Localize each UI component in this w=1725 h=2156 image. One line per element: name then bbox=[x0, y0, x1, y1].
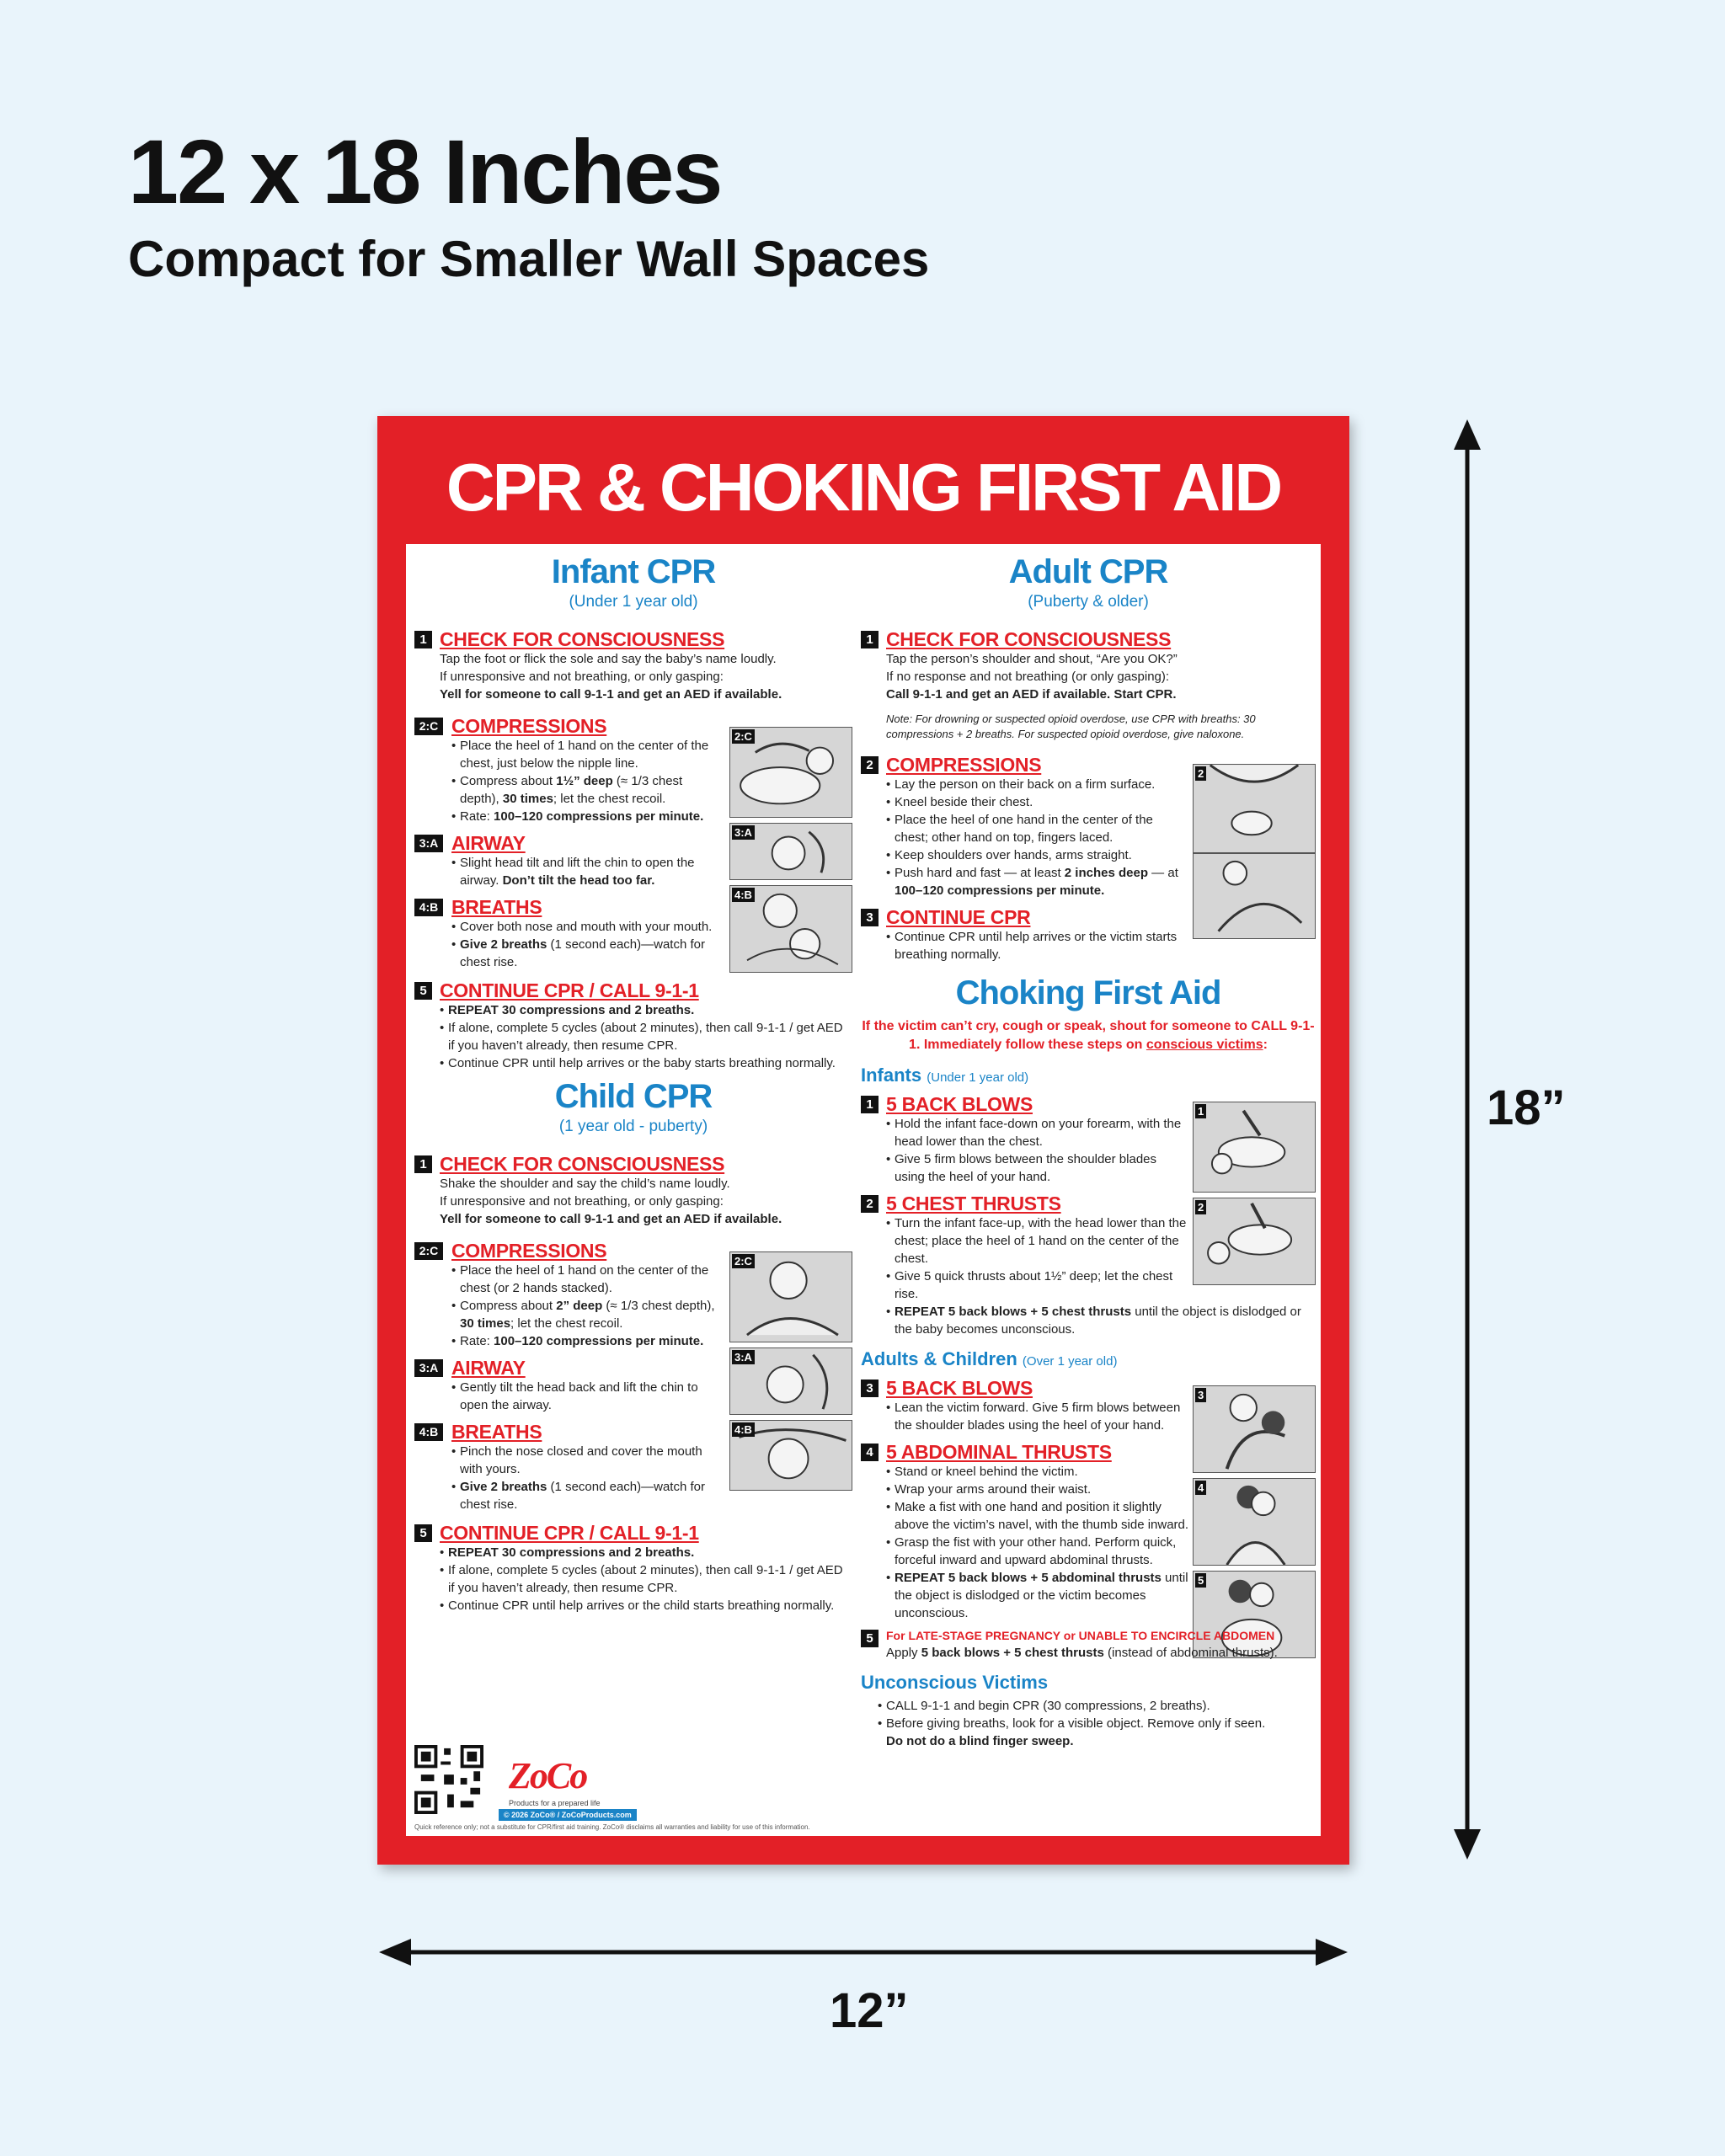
step-text-bold: Call 9-1-1 and get an AED if available. Start CPR. bbox=[886, 687, 1177, 702]
step-heading: 5 ABDOMINAL THRUSTS bbox=[886, 1441, 1112, 1463]
page-title: 12 x 18 Inches bbox=[128, 120, 722, 222]
choking-intro: If the victim can’t cry, cough or speak, shout for someone to CALL 9-1-1. Immediately follow these steps on conscious victims: bbox=[862, 1019, 1315, 1052]
step-number: 5 bbox=[861, 1630, 879, 1647]
illustration-tag: 3 bbox=[1195, 1388, 1206, 1402]
choking-infant-step-1 bbox=[861, 1093, 1316, 1186]
bullet: • Rate: 100–120 compressions per minute. bbox=[451, 808, 718, 825]
bullet: • Lay the person on their back on a firm surface. bbox=[886, 776, 1189, 793]
step-number: 2 bbox=[861, 756, 879, 774]
step-number: 4:B bbox=[414, 1423, 443, 1441]
bullet: • REPEAT 5 back blows + 5 abdominal thrusts until the object is dislodged or the victim becomes unconscious. bbox=[886, 1569, 1189, 1622]
child-step-1 bbox=[414, 1153, 852, 1228]
illustration-tag: 3:A bbox=[732, 825, 755, 840]
infant-step-3 bbox=[414, 832, 852, 889]
adult-steps-illustrated bbox=[861, 754, 1316, 963]
step-number: 2:C bbox=[414, 718, 443, 735]
height-arrow bbox=[1450, 419, 1484, 1860]
bullet: • Turn the infant face-up, with the head lower than the chest; place the heel of 1 hand on the center of the chest. bbox=[886, 1214, 1189, 1267]
disclaimer: Quick reference only; not a substitute for CPR/first aid training. ZoCo® disclaims all warranties and liability for use of this information. bbox=[414, 1823, 810, 1831]
illustration-tag: 4:B bbox=[732, 888, 755, 902]
adult-step-1 bbox=[861, 628, 1316, 742]
choking-title: Choking First Aid bbox=[955, 974, 1221, 1011]
illustration-tag: 1 bbox=[1195, 1104, 1206, 1118]
step-text: Tap the foot or flick the sole and say the baby’s name loudly. bbox=[440, 652, 777, 666]
page-subtitle: Compact for Smaller Wall Spaces bbox=[128, 231, 930, 287]
step-number: 3:A bbox=[414, 1359, 443, 1377]
step-heading: 5 CHEST THRUSTS bbox=[886, 1193, 1061, 1214]
illustration-tag: 2 bbox=[1195, 766, 1206, 781]
step-number: 2 bbox=[861, 1195, 879, 1213]
left-column bbox=[414, 544, 852, 1614]
step-number: 1 bbox=[414, 1155, 432, 1173]
illustration-tag: 3:A bbox=[732, 1350, 755, 1364]
step-heading: AIRWAY bbox=[451, 1357, 526, 1379]
step-number: 5 bbox=[414, 1524, 432, 1542]
bullet: • Compress about 2” deep (≈ 1/3 chest depth), 30 times; let the chest recoil. bbox=[451, 1297, 718, 1332]
bullet: • Kneel beside their chest. bbox=[886, 793, 1189, 811]
poster-title: CPR & CHOKING FIRST AID bbox=[446, 450, 1281, 525]
bullet: • Gently tilt the head back and lift the chin to open the airway. bbox=[451, 1379, 718, 1414]
bullet: • REPEAT 30 compressions and 2 breaths. bbox=[440, 1544, 852, 1561]
bullet: • Continue CPR until help arrives or the baby starts breathing normally. bbox=[440, 1054, 852, 1072]
child-step-2 bbox=[414, 1240, 852, 1350]
bullet: • Push hard and fast — at least 2 inches deep — at 100–120 compressions per minute. bbox=[886, 864, 1189, 899]
cpr-poster bbox=[377, 416, 1349, 1865]
bullet: • Place the heel of 1 hand on the center of the chest, just below the nipple line. bbox=[451, 737, 718, 772]
bullet: • Grasp the fist with your other hand. Perform quick, forceful inward and upward abdominal thrusts. bbox=[886, 1534, 1189, 1569]
logo-tagline: Products for a prepared life bbox=[509, 1799, 601, 1807]
step-heading: BREATHS bbox=[451, 896, 542, 918]
step-heading: For LATE-STAGE PREGNANCY or UNABLE TO ENCIRCLE ABDOMEN bbox=[886, 1629, 1275, 1642]
infant-cpr-subtitle: (Under 1 year old) bbox=[569, 593, 698, 611]
step-number: 5 bbox=[414, 982, 432, 1000]
poster-panel bbox=[406, 544, 1321, 1836]
bullet: • Keep shoulders over hands, arms straight. bbox=[886, 846, 1189, 864]
step-heading: BREATHS bbox=[451, 1421, 542, 1443]
step-text: Apply 5 back blows + 5 chest thrusts (instead of abdominal thrusts). bbox=[886, 1646, 1278, 1660]
step-heading: CONTINUE CPR bbox=[886, 906, 1031, 928]
bullet: • Cover both nose and mouth with your mouth. bbox=[451, 918, 718, 936]
step-text-bold: Yell for someone to call 9-1-1 and get an AED if available. bbox=[440, 687, 782, 702]
bullet: • Pinch the nose closed and cover the mouth with yours. bbox=[451, 1443, 718, 1478]
step-text: Shake the shoulder and say the child’s name loudly. bbox=[440, 1177, 730, 1191]
infant-step-4 bbox=[414, 896, 852, 971]
step-heading: COMPRESSIONS bbox=[451, 715, 607, 737]
bullet: • CALL 9-1-1 and begin CPR (30 compressions, 2 breaths). bbox=[878, 1697, 1316, 1715]
step-text: Tap the person’s shoulder and shout, “Are you OK?” bbox=[886, 652, 1178, 666]
step-heading: COMPRESSIONS bbox=[451, 1240, 607, 1262]
bullet: • Place the heel of 1 hand on the center of the chest (or 2 hands stacked). bbox=[451, 1262, 718, 1297]
step-text: If unresponsive and not breathing, or only gasping: bbox=[440, 1194, 724, 1209]
step-number: 2:C bbox=[414, 1242, 443, 1260]
adult-note: Note: For drowning or suspected opioid overdose, use CPR with breaths: 30 compressions + 2 breaths. For suspected opioid overdose, give naloxone. bbox=[886, 712, 1256, 740]
step-number: 3 bbox=[861, 1380, 879, 1397]
bullet: • Continue CPR until help arrives or the child starts breathing normally. bbox=[440, 1597, 852, 1614]
step-number: 4 bbox=[861, 1444, 879, 1461]
child-step-4 bbox=[414, 1421, 852, 1513]
step-heading: 5 BACK BLOWS bbox=[886, 1377, 1033, 1399]
bullet: • Continue CPR until help arrives or the victim starts breathing normally. bbox=[886, 928, 1189, 963]
width-arrow bbox=[379, 1935, 1348, 1969]
step-heading: CHECK FOR CONSCIOUSNESS bbox=[440, 628, 725, 650]
bullet: • Before giving breaths, look for a visible object. Remove only if seen. bbox=[878, 1715, 1316, 1732]
bullet: • Hold the infant face-down on your forearm, with the head lower than the chest. bbox=[886, 1115, 1189, 1150]
bullet: • If alone, complete 5 cycles (about 2 minutes), then call 9-1-1 / get AED if you haven’t already, then resume CPR. bbox=[440, 1019, 852, 1054]
step-heading: CONTINUE CPR / CALL 9-1-1 bbox=[440, 979, 699, 1001]
poster-footer bbox=[414, 1730, 852, 1831]
bullet: • Slight head tilt and lift the chin to open the airway. Don’t tilt the head too far. bbox=[451, 854, 718, 889]
child-cpr-subtitle: (1 year old - puberty) bbox=[558, 1118, 708, 1135]
child-cpr-title: Child CPR bbox=[554, 1078, 713, 1115]
right-column bbox=[861, 544, 1316, 1750]
step-number: 1 bbox=[861, 1096, 879, 1113]
step-text: If unresponsive and not breathing, or only gasping: bbox=[440, 670, 724, 684]
adult-cpr-title: Adult CPR bbox=[1008, 553, 1168, 590]
copyright-bar: © 2026 ZoCo® / ZoCoProducts.com bbox=[499, 1809, 637, 1821]
bullet: • Give 2 breaths (1 second each)—watch for chest rise. bbox=[451, 936, 718, 971]
bullet: • Stand or kneel behind the victim. bbox=[886, 1463, 1189, 1481]
illustration-tag: 2:C bbox=[732, 729, 755, 744]
child-step-5 bbox=[414, 1522, 852, 1614]
illustration-tag: 5 bbox=[1195, 1573, 1206, 1588]
step-heading: AIRWAY bbox=[451, 832, 526, 854]
child-step-3 bbox=[414, 1357, 852, 1414]
step-heading: COMPRESSIONS bbox=[886, 754, 1042, 776]
bullet: • REPEAT 30 compressions and 2 breaths. bbox=[440, 1001, 852, 1019]
step-number: 3:A bbox=[414, 835, 443, 852]
bullet: • REPEAT 5 back blows + 5 chest thrusts until the object is dislodged or the baby becomes unconscious. bbox=[886, 1303, 1316, 1338]
child-steps-illustrated bbox=[414, 1240, 852, 1513]
choking-adult-step-5 bbox=[861, 1627, 1316, 1662]
bullet: • Rate: 100–120 compressions per minute. bbox=[451, 1332, 718, 1350]
height-label: 18” bbox=[1487, 1081, 1566, 1135]
step-number: 1 bbox=[861, 631, 879, 648]
bullet: • Wrap your arms around their waist. bbox=[886, 1481, 1189, 1498]
infant-step-1 bbox=[414, 628, 852, 703]
unconscious-victims-subheading: Unconscious Victims bbox=[861, 1672, 1049, 1693]
adults-children-subheading: Adults & Children (Over 1 year old) bbox=[861, 1348, 1118, 1369]
bullet: • Place the heel of one hand in the center of the chest; other hand on top, fingers laced. bbox=[886, 811, 1189, 846]
infant-cpr-title: Infant CPR bbox=[551, 553, 716, 590]
width-label: 12” bbox=[830, 1983, 909, 2038]
illustration-tag: 2 bbox=[1195, 1200, 1206, 1214]
qr-code-icon bbox=[414, 1745, 483, 1814]
adult-step-3 bbox=[861, 906, 1316, 963]
infant-steps-illustrated bbox=[414, 715, 852, 971]
step-heading: CONTINUE CPR / CALL 9-1-1 bbox=[440, 1522, 699, 1544]
illustration-tag: 4 bbox=[1195, 1481, 1206, 1495]
bullet: • Give 2 breaths (1 second each)—watch for chest rise. bbox=[451, 1478, 718, 1513]
unconscious-warning: Do not do a blind finger sweep. bbox=[886, 1734, 1074, 1748]
bullet: • Make a fist with one hand and position it slightly above the victim’s navel, with the thumb side inward. bbox=[886, 1498, 1189, 1534]
bullet: • Give 5 quick thrusts about 1½” deep; let the chest rise. bbox=[886, 1267, 1189, 1303]
zoco-logo: ZoCo bbox=[509, 1755, 587, 1796]
infants-subheading: Infants (Under 1 year old) bbox=[861, 1065, 1029, 1086]
step-number: 4:B bbox=[414, 899, 443, 916]
choking-infant-step-2 bbox=[861, 1193, 1316, 1303]
step-number: 3 bbox=[861, 909, 879, 926]
bullet: • Compress about 1½” deep (≈ 1/3 chest depth), 30 times; let the chest recoil. bbox=[451, 772, 718, 808]
bullet: • Give 5 firm blows between the shoulder blades using the heel of your hand. bbox=[886, 1150, 1189, 1186]
adult-choking-steps bbox=[861, 1377, 1316, 1662]
illustration-tag: 4:B bbox=[732, 1422, 755, 1437]
infant-step-2 bbox=[414, 715, 852, 825]
step-heading: CHECK FOR CONSCIOUSNESS bbox=[886, 628, 1172, 650]
infant-choking-steps bbox=[861, 1093, 1316, 1338]
bullet: • Lean the victim forward. Give 5 firm blows between the shoulder blades using the heel of your hand. bbox=[886, 1399, 1189, 1434]
choking-adult-step-4 bbox=[861, 1441, 1316, 1622]
adult-cpr-subtitle: (Puberty & older) bbox=[1028, 593, 1149, 611]
illustration-tag: 2:C bbox=[732, 1254, 755, 1268]
step-heading: 5 BACK BLOWS bbox=[886, 1093, 1033, 1115]
infant-step-5 bbox=[414, 979, 852, 1072]
step-number: 1 bbox=[414, 631, 432, 648]
adult-step-2 bbox=[861, 754, 1316, 899]
step-text: If no response and not breathing (or only gasping): bbox=[886, 670, 1170, 684]
choking-adult-step-3 bbox=[861, 1377, 1316, 1434]
unconscious-victims-list bbox=[861, 1697, 1316, 1732]
step-heading: CHECK FOR CONSCIOUSNESS bbox=[440, 1153, 725, 1175]
step-text-bold: Yell for someone to call 9-1-1 and get an AED if available. bbox=[440, 1212, 782, 1226]
bullet: • If alone, complete 5 cycles (about 2 minutes), then call 9-1-1 / get AED if you haven’t already, then resume CPR. bbox=[440, 1561, 852, 1597]
